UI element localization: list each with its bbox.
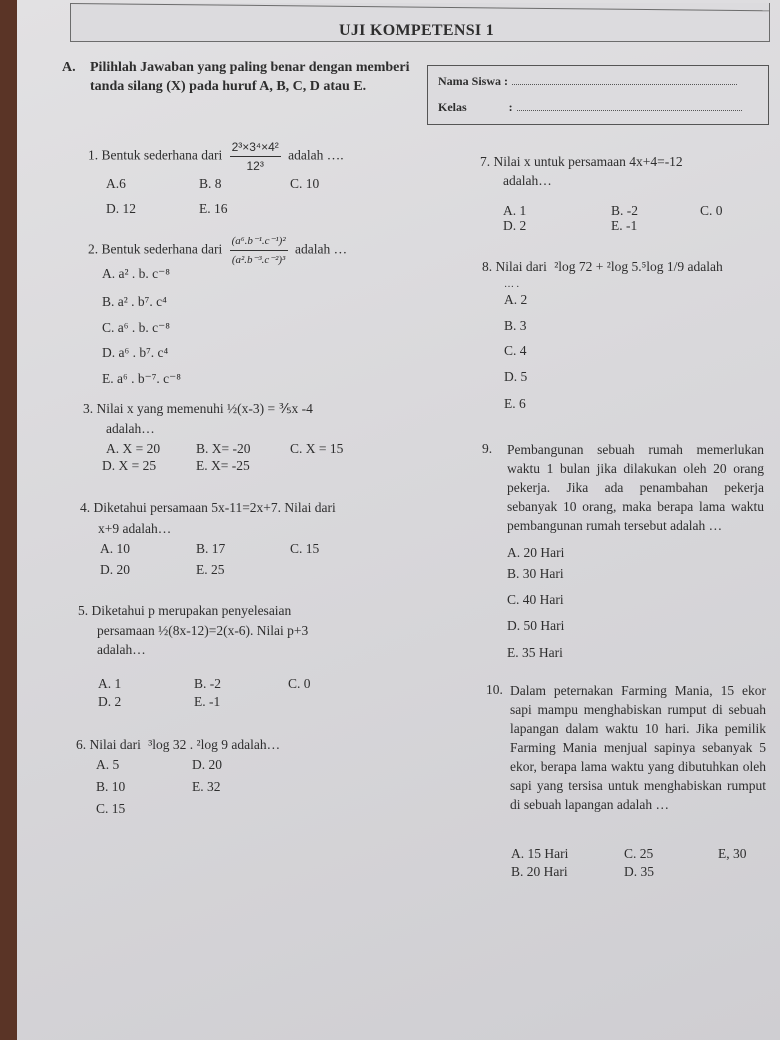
class-blank[interactable] [517,100,742,111]
option[interactable]: D. 50 Hari [507,618,565,633]
option[interactable]: E. X= -25 [196,458,250,473]
question-5-line3: adalah… [97,642,146,657]
option[interactable]: A.6 [106,176,126,191]
option[interactable]: B. 10 [96,779,126,794]
log-expression: ³log 32 . ²log 9 [148,737,228,752]
option[interactable]: A. X = 20 [106,441,161,456]
fraction-expression: $\frac{\text{(a⁶.b⁻¹.c⁻¹)²}}{\text{(a².b⁻³.c⁻²)³}}$ [230,232,288,269]
option[interactable]: A. 20 Hari [507,545,565,560]
question-7: 7. Nilai x untuk persamaan 4x+4=-12 [480,154,683,169]
option[interactable]: B. 3 [504,318,527,333]
option[interactable]: B. a² . b⁷. c⁴ [102,294,167,309]
question-9-number: 9. [482,441,493,456]
page-title: UJI KOMPETENSI 1 [339,22,495,39]
question-6: 6. Nilai dari ³log 32 . ²log 9 adalah… [76,737,281,752]
option[interactable]: C. 0 [700,203,723,218]
option[interactable]: D. a⁶ . b⁷. c⁴ [102,345,169,360]
question-10: Dalam peternakan Farming Mania, 15 ekor sapi mampu menghabiskan rumput di sebuah lapangan dalam waktu 10 hari. Jika pemilik Farming Mania menjual sapinya sebanyak 5 ekor, berapa lama waktu yang dibutuhkan oleh sapi yang tersisa untuk menghabiskan rumput di sebuah lapangan adalah … [510,683,766,812]
question-5: 5. Diketahui p merupakan penyelesaian [78,603,292,618]
option[interactable]: D. 2 [98,694,122,709]
instruction-text: Pilihlah Jawaban yang paling benar dengan memberi tanda silang (X) pada huruf A, B, C, D atau E. [90,60,410,94]
question-7-continuation: adalah… [503,173,552,188]
log-expression: ²log 72 + ²log 5.⁵log 1/9 [554,259,685,274]
option[interactable]: D. X = 25 [102,458,157,473]
option[interactable]: C. 40 Hari [507,592,564,607]
question-8-continuation: … . [504,279,519,290]
option[interactable]: E. 6 [504,396,526,411]
option[interactable]: D. 20 [100,562,130,577]
name-field[interactable]: Nama Siswa : [438,74,737,89]
question-9: Pembangunan sebuah rumah memerlukan waktu 1 bulan jika dilakukan oleh 20 orang pekerja. Jika ada penambahan pekerja sebanyak 10 orang, maka berapa lama waktu pembangunan rumah tersebut adalah … [507,442,764,533]
option[interactable]: E, 30 [718,846,747,861]
option[interactable]: C. 25 [624,846,654,861]
student-info-box [427,65,769,125]
option[interactable]: E. 35 Hari [507,645,563,660]
question-4: 4. Diketahui persamaan 5x-11=2x+7. Nilai dari [80,500,336,515]
option[interactable]: D. 35 [624,864,654,879]
option[interactable]: A. 10 [100,541,130,556]
option[interactable]: A. 2 [504,292,528,307]
option[interactable]: B. 20 Hari [511,864,568,879]
option[interactable]: E. 25 [196,562,225,577]
question-2: 2. Bentuk sederhana dari $\frac{\text{(a⁶.b⁻¹.c⁻¹)²}}{\text{(a².b⁻³.c⁻²)³}}$ adalah … [88,232,347,269]
option[interactable]: D. 2 [503,218,527,233]
question-3: 3. Nilai x yang memenuhi ½(x-3) = ⅗x -4 [83,401,313,416]
option[interactable]: C. a⁶ . b. c⁻⁸ [102,320,170,335]
option[interactable]: B. 8 [199,176,222,191]
name-blank[interactable] [512,74,737,85]
option[interactable]: C. X = 15 [290,441,344,456]
option[interactable]: A. 5 [96,757,120,772]
question-5-line2: persamaan ½(8x-12)=2(x-6). Nilai p+3 [97,623,309,638]
fraction-expression: $\frac{\text{2³×3⁴×4²}}{\text{12³}}$ [231,140,279,173]
option[interactable]: C. 4 [504,343,527,358]
option[interactable]: A. 1 [503,203,527,218]
question-10-number: 10. [486,682,503,697]
option[interactable]: B. -2 [611,203,638,218]
option[interactable]: E. -1 [611,218,638,233]
option[interactable]: A. 1 [98,676,122,691]
option[interactable]: C. 0 [288,676,311,691]
option[interactable]: E. 32 [192,779,221,794]
question-8: 8. Nilai dari ²log 72 + ²log 5.⁵log 1/9 adalah [482,259,723,274]
question-4-continuation: x+9 adalah… [98,521,172,536]
question-3-continuation: adalah… [106,421,155,436]
option[interactable]: E. 16 [199,201,228,216]
option[interactable]: B. 17 [196,541,226,556]
option[interactable]: B. 30 Hari [507,566,564,581]
question-1: 1. Bentuk sederhana dari $\frac{\text{2³×3⁴×4²}}{\text{12³}}$ adalah …. [88,140,344,173]
option[interactable]: E. -1 [194,694,221,709]
option[interactable]: C. 10 [290,176,320,191]
option[interactable]: B. -2 [194,676,221,691]
class-field[interactable]: Kelas : [438,100,742,115]
option[interactable]: C. 15 [96,801,126,816]
option[interactable]: D. 20 [192,757,222,772]
option[interactable]: A. a² . b. c⁻⁸ [102,266,170,281]
section-label: A. [62,60,76,75]
option[interactable]: C. 15 [290,541,320,556]
option[interactable]: A. 15 Hari [511,846,569,861]
option[interactable]: D. 12 [106,201,136,216]
option[interactable]: E. a⁶ . b⁻⁷. c⁻⁸ [102,371,181,386]
option[interactable]: D. 5 [504,369,528,384]
option[interactable]: B. X= -20 [196,441,251,456]
